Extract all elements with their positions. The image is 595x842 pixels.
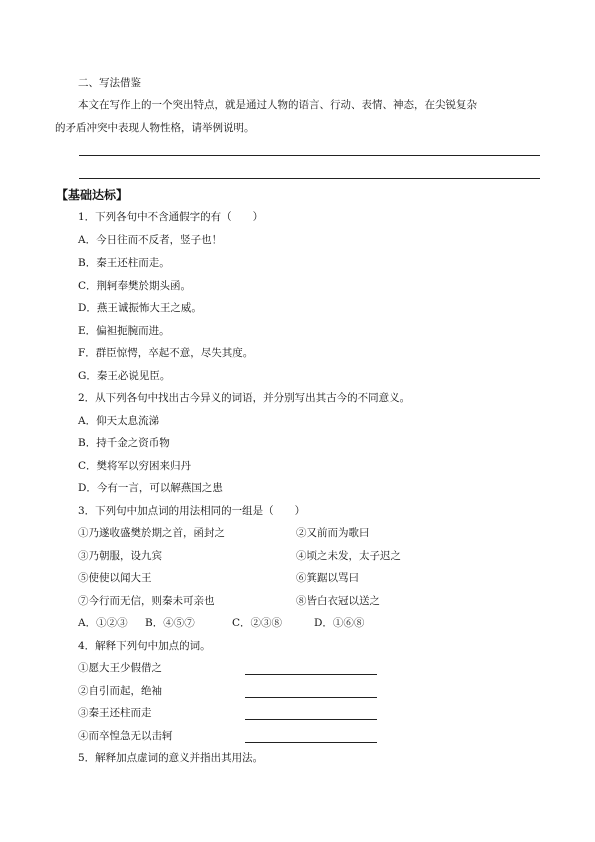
answer-blank (245, 719, 377, 720)
question-3-item: ④顷之未发，太子迟之 (296, 550, 401, 562)
answer-blank (245, 697, 377, 698)
question-4-item: ②自引而起，绝袖 (78, 685, 162, 697)
answer-line (79, 155, 540, 156)
question-4-item: ④而卒惶急无以击轲 (78, 730, 173, 742)
question-1-option: G．秦王必说见臣。 (78, 370, 171, 382)
question-3-item: ①乃遂收盛樊於期之首，函封之 (78, 527, 225, 539)
question-1-option: F．群臣惊愕，卒起不意，尽失其度。 (78, 347, 254, 359)
question-1-option: A．今日往而不反者，竖子也！ (78, 234, 223, 246)
question-2-option: A．仰天太息流涕 (78, 415, 160, 427)
question-3-answer: B．④⑤⑦ (145, 617, 195, 629)
question-3-item: ③乃朝服，设九宾 (78, 550, 162, 562)
question-3-answer: C．②③⑧ (232, 617, 283, 629)
question-1-option: B．秦王还柱而走。 (78, 257, 170, 269)
question-2-option: D．今有一言，可以解燕国之患 (78, 482, 223, 494)
section-paragraph-line-2: 的矛盾冲突中表现人物性格，请举例说明。 (55, 122, 255, 134)
question-4-item: ③秦王还柱而走 (78, 707, 152, 719)
question-1-stem: 1．下列各句中不含通假字的有（ ） (78, 211, 264, 223)
question-3-stem: 3．下列句中加点词的用法相同的一组是（ ） (78, 505, 306, 517)
answer-line (79, 178, 540, 179)
answer-blank (245, 742, 377, 743)
question-2-option: C．樊将军以穷困来归丹 (78, 460, 192, 472)
answer-blank (245, 674, 377, 675)
question-1-option: C．荆轲奉樊於期头函。 (78, 280, 192, 292)
question-1-option: D．燕王诚振怖大王之威。 (78, 302, 202, 314)
question-3-answer: D．①⑥⑧ (314, 617, 365, 629)
question-1-option: E．偏袒扼腕而进。 (78, 325, 170, 337)
question-2-option: B．持千金之资币物 (78, 437, 170, 449)
question-3-item: ⑤使使以闻大王 (78, 572, 152, 584)
question-3-item: ⑧皆白衣冠以送之 (296, 595, 380, 607)
question-3-answer: A．①②③ (78, 617, 128, 629)
question-5-stem: 5．解释加点虚词的意义并指出其用法。 (78, 752, 264, 764)
question-3-item: ⑦今行而无信，则秦未可亲也 (78, 595, 215, 607)
question-4-stem: 4．解释下列句中加点的词。 (78, 640, 211, 652)
question-3-item: ②又前而为歌曰 (296, 527, 370, 539)
section-title: 二、写法借鉴 (78, 77, 141, 89)
question-2-stem: 2．从下列各句中找出古今异义的词语，并分别写出其古今的不同意义。 (78, 392, 411, 404)
basic-heading: 【基础达标】 (56, 188, 129, 202)
question-3-item: ⑥箕踞以骂曰 (296, 572, 359, 584)
question-4-item: ①愿大王少假借之 (78, 662, 162, 674)
section-paragraph-line-1: 本文在写作上的一个突出特点，就是通过人物的语言、行动、表情、神态，在尖锐复杂 (78, 99, 477, 111)
